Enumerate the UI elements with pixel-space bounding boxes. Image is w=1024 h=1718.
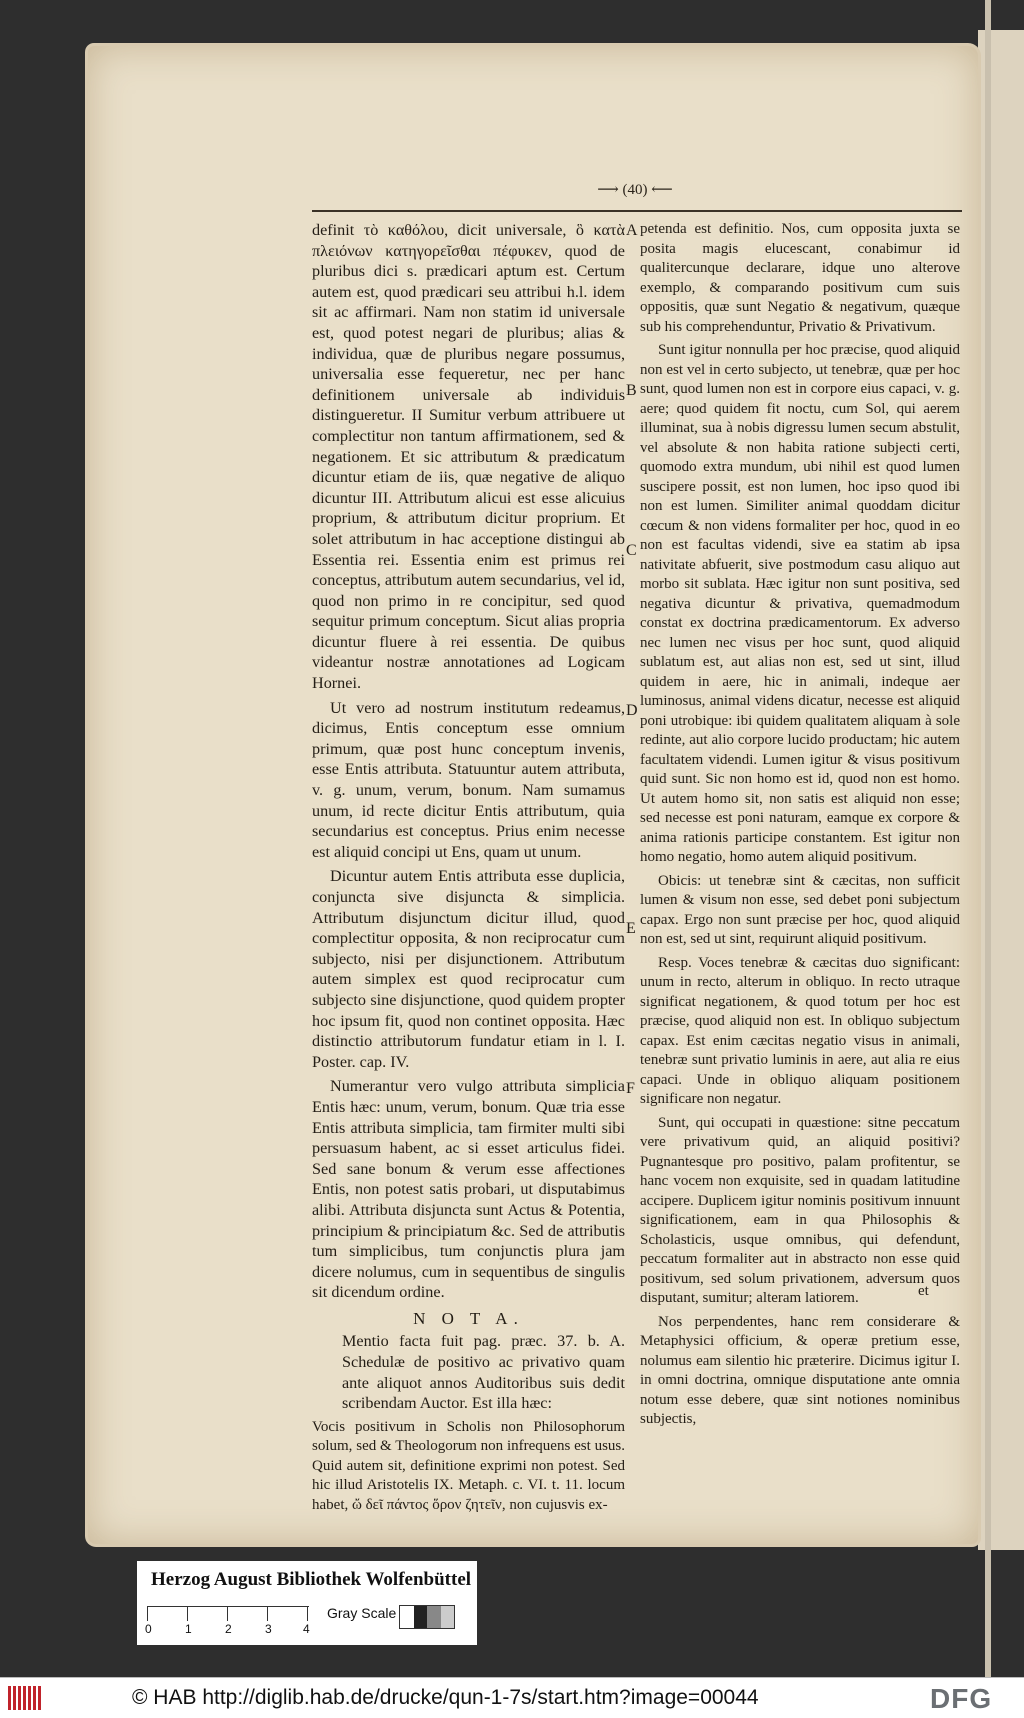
catchword: et [918, 1283, 929, 1299]
left-paragraph: Dicuntur autem Entis attributa esse duplicia, conjuncta sive disjuncta & simplicia. Attributum disjunctum dicitur illud, quod complectitur opposita, & non reciprocatur cum subjecto, nisi per disjunctionem. Attributum autem simplex est quod reciprocatur cum subjecto sine disjunctione, quod quidem propter hoc ipsum fit, quod non continet opposita. Hæc distinctio attributorum fundatur etiam in l. I. Poster. cap. IV. [312, 867, 625, 1071]
footer-bar [0, 1677, 1024, 1718]
margin-letter: C [626, 542, 637, 559]
library-label-card [137, 1561, 477, 1645]
margin-letter: F [626, 1080, 635, 1097]
ruler-number: 0 [145, 1622, 152, 1636]
page-number: (40) [622, 182, 648, 198]
gray-scale-swatch [399, 1605, 455, 1629]
right-paragraph: Obicis: ut tenebræ sint & cæcitas, non sufficit lumen & visum non esse, sed debet poni subjectum capax. Ergo non sunt præcise per hoc, quod aliquid non est, sed ut sint, requirunt aliquid positivum. [640, 872, 960, 947]
margin-letter: A [626, 222, 638, 239]
library-name: Herzog August Bibliothek Wolfenbüttel [151, 1569, 472, 1590]
hab-barcode-icon [8, 1686, 44, 1710]
margin-letter: E [626, 920, 636, 937]
left-column [312, 220, 625, 1519]
ruler-number: 3 [265, 1622, 272, 1636]
footer-url[interactable]: © HAB http://diglib.hab.de/drucke/qun-1-7s/start.htm?image=00044 [132, 1686, 759, 1709]
running-head: ⟶ (40) ⟵ [597, 182, 673, 198]
dfg-logo: DFG [930, 1683, 993, 1714]
header-rule [312, 210, 962, 212]
ruler-number: 2 [225, 1622, 232, 1636]
margin-letter: B [626, 382, 637, 399]
book-spine [985, 0, 991, 1677]
right-paragraph: petenda est definitio. Nos, cum opposita juxta se posita magis elucescant, conabimur id qualitercunque declarare, idque uno alterove exemplo, & comparando positivum cum suis oppositis, quæ sunt Negatio & negativum, quæque sub his comprehenduntur, Privatio & Privativum. [640, 221, 960, 335]
margin-letter: D [626, 702, 638, 719]
left-paragraph: Numerantur vero vulgo attributa simplicia Entis hæc: unum, verum, bonum. Quæ tria esse Entis attributa simplicia, tam firmiter multi sibi persuasum habent, ac si esset articulus fidei. Sed sane bonum & verum esse affectiones Entis, non potest satis probari, ut disputabimus alibi. Attributa disjuncta sunt Actus & Potentia, principium & principiatum &c. Sed de attributis tum simplicibus, tum conjunctis plura jam dicere nolumus, cum in sequentibus de singulis sit dicendum ordine. [312, 1077, 625, 1302]
right-paragraph: Sunt, qui occupati in quæstione: sitne peccatum vere privativum quid, an aliquid positivi? Pugnantesque pro positivo, palam profitentur, se hanc vocem non exquisite, sed in quadam latitudine accipere. Duplicem igitur nominis positivum innuunt significationem, eam in qua Philosophis & Scholasticis, usque omnibus, qui defendunt, peccatum formaliter aut in abstracto non esse quid positivum, sed solum privationem, adversum quos disputant, sumitur; alteram latiorem. [640, 1114, 960, 1306]
scale-ruler [145, 1606, 310, 1636]
right-paragraph: Sunt igitur nonnulla per hoc præcise, quod aliquid non est vel in certo subjecto, ut tenebræ, quæ per hoc sunt, quod lumen non est in corpore eius capaci, v. g. aere; quod quidem fit noctu, cum Sol, qui aerem illuminat, sua à nobis digressu lumen secum abstulit, vel absolute & non habita ratione subjecti certi, quomodo extra mundum, ubi nihil est quod lumen suscipere possit, est non lumen, hoc ipso quod ibi non est lumen. Similiter animal quoddam dicitur cœcum & non videns formaliter per hoc, quod in eo non est facultas videndi, sive ea statim ab ipsa nativitate abfuerit, sive postmodum casu aliquo aut morbo sit sublata. Hæc igitur non sunt positiva, sed negativa dicuntur & privativa, quemadmodum constat ex doctrina prædicamentorum. Ex adverso nec lumen nec visus per hoc sunt, quod aliquid sublatum est, aut alias non est, sed ut sint, illud quidem in aere, hic in animali, indeque aer luminosus, animal videns dicatur, necesse est aliquid poni utrobique: ibi quidem qualitatem aliquam à sole redinte, aut alio corpore lucido productam; hic autem facultatem videndi. Lumen igitur & visus positivum quid sunt. Sic non homo est id, quod non est homo. Ut autem homo sit, non satis est aliquid non esse; sed necesse est poni naturam, eamque ex corpore & anima rationis participe constantem. Est igitur non homo negatio, homo autem aliquid positivum. [640, 342, 960, 865]
gray-scale-label: Gray Scale [327, 1605, 397, 1621]
right-paragraph: Resp. Voces tenebræ & cæcitas duo significant: unum in recto, alterum in obliquo. In recto utraque significat negationem, & quod totum per hoc est præcise, quod aliquid non est. In obliquo subjectum capax. Est enim cæcitas negatio visus in animali, tenebræ sunt privatio luminis in aere, aut alia re eius capaci. Unde in obliquo aliquam positionem significare non negatur. [640, 954, 960, 1107]
ruler-number: 1 [185, 1622, 192, 1636]
schedula-opening: Vocis positivum in Scholis non Philosophorum solum, sed & Theologorum non infrequens est usus. Quid autem sit, definitione exprimi non potest. Sed hic illud Aristotelis IX. Metaph. c. VI. t. 11. locum habet, ὤ δεῖ πάντος ὅρον ζητεῖν, non cujusvis ex- [312, 1418, 625, 1513]
nota-text: Mentio facta fuit pag. præc. 37. b. A. Schedulæ de positivo ac privativo quam ante aliquot annos Auditoribus suis dedit scribendam Auctor. Est illa hæc: [342, 1332, 625, 1413]
nota-heading: N O T A. [413, 1308, 524, 1328]
right-column [640, 220, 960, 1434]
left-paragraph: definit τὸ καθόλου, dicit universale, ὃ κατὰ πλειόνων κατηγορεῖσθαι πέφυκεν, quod de pluribus dici s. prædicari aptum est. Certum autem est, quod prædicari seu attribui h.l. idem sit ac affirmari. Nam non statim id universale est, quod potest negari de pluribus; alias & individua, quæ de pluribus negare possumus, universalia esse fequeretur, nec per hanc definitionem universale ab individuis distingueretur. II Sumitur verbum attribuere ut complectitur non tantum affirmationem, sed & negationem. Et sic attributum & prædicatum dicuntur etiam de iis, quæ negative de aliquo dicuntur III. Attributum alicui est esse alicuius proprium, & attributum dicitur proprium. Et solet attributum in hac acceptione distingui ab Essentia rei. Essentia enim est primus rei conceptus, attributum autem secundarius, vel id, quod non primo in re concipitur, sed quod sequitur primum conceptum. Sicut alias propria dicuntur fluere à rei essentia. De quibus videantur nostræ annotationes ad Logicam Hornei. [312, 221, 625, 693]
left-paragraph: Ut vero ad nostrum institutum redeamus, dicimus, Entis conceptum esse omnium primum, quæ post hunc conceptum invenis, esse Entis attributa. Statuuntur autem attributa, v. g. unum, verum, bonum. Nam sumamus unum, id recte dicitur Entis attributum, quia secundarius est conceptus. Prius enim necesse est aliquid concipi ut Ens, quam ut unum. [312, 698, 625, 861]
right-paragraph: Nos perpendentes, hanc rem considerare & Metaphysici officium, & operæ pretium esse, nolumus eam silentio hic præterire. Dicimus igitur I. in omni doctrina, omnique disputatione ante omnia notum esse debere, quæ sint notiones nominibus subjectis, [640, 1313, 960, 1427]
ruler-number: 4 [303, 1622, 310, 1636]
